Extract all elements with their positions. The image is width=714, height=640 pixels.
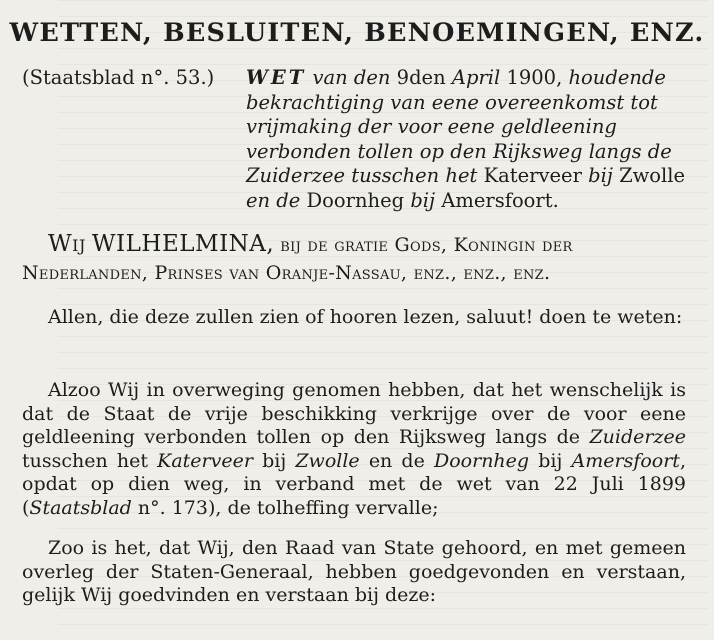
place-zwolle: Zwolle bbox=[619, 164, 686, 187]
p2-text-7: n°. 173), de tolheffing vervalle; bbox=[131, 496, 439, 519]
preamble-line-2: Nederlanden, Prinses van Oranje-Nassau, enz., enz., enz. bbox=[22, 262, 551, 284]
law-title-block bbox=[246, 66, 686, 213]
staatsblad-citation: (Staatsblad n°. 53.) bbox=[22, 66, 215, 89]
law-month: April bbox=[451, 66, 501, 89]
p2-staatsblad: Staatsblad bbox=[29, 496, 132, 519]
paragraph-saluut bbox=[22, 306, 686, 330]
preamble-wij: Wij bbox=[48, 231, 86, 257]
p2-text-3: bij bbox=[252, 449, 296, 472]
p2-zuiderzee: Zuiderzee bbox=[589, 426, 686, 448]
p2-text-1: Alzoo Wij in overweging genomen hebben, dat het wenschelijk is dat de Staat de vrije beschikking verkrijge over de voor eene geldleening verbonden tollen op den Rijksweg langs de bbox=[22, 379, 686, 448]
paragraph-saluut-text: Allen, die deze zullen zien of hooren lezen, saluut! doen te weten: bbox=[48, 306, 683, 328]
p2-doornheg: Doornheg bbox=[434, 449, 530, 472]
van-den: van den bbox=[312, 66, 391, 89]
paragraph-raad-van-state bbox=[22, 537, 686, 608]
paragraph-overweging bbox=[22, 379, 686, 520]
law-year: 1900, bbox=[506, 66, 563, 89]
law-subject-intro: houdende bbox=[568, 66, 666, 89]
p2-amersfoort: Amersfoort bbox=[571, 449, 680, 472]
paragraph-raad-text: Zoo is het, dat Wij, den Raad van State gehoord, en met gemeen overleg der Staten-Generaal, hebben goedgevonden en verstaan, gelijk Wij goedvinden en verstaan bij deze: bbox=[22, 537, 686, 606]
place-doornheg: Doornheg bbox=[306, 188, 405, 212]
p2-text-5: bij bbox=[529, 449, 572, 472]
p2-text-2: tusschen het bbox=[22, 449, 158, 472]
queen-name: WILHELMINA, bbox=[91, 231, 275, 257]
word-bij-1: bij bbox=[588, 164, 613, 187]
wet-label: WET bbox=[246, 66, 307, 89]
p2-text-6: , opdat op dien weg, in verband met de wet van 22 Juli 1899 ( bbox=[22, 449, 686, 519]
law-day: 9den bbox=[396, 66, 446, 89]
word-bij-2: bij bbox=[410, 188, 436, 212]
section-heading: WETTEN, BESLUITEN, BENOEMINGEN, ENZ. bbox=[9, 18, 705, 48]
p2-text-4: en de bbox=[359, 449, 434, 472]
p2-zwolle: Zwolle bbox=[295, 449, 360, 472]
place-katerveer: Katerveer bbox=[483, 164, 582, 187]
place-amersfoort: Amersfoort. bbox=[441, 188, 559, 212]
law-subject: bekrachtiging van eene overeenkomst tot vrijmaking der voor eene geldleening verbonden tollen op den Rijksweg langs de Zuiderzee tusschen het bbox=[246, 90, 672, 187]
royal-preamble bbox=[22, 230, 690, 287]
preamble-line-1: bij de gratie Gods, Koningin der bbox=[280, 234, 573, 256]
p2-katerveer: Katerveer bbox=[157, 449, 253, 472]
word-en-de: en de bbox=[246, 188, 301, 212]
